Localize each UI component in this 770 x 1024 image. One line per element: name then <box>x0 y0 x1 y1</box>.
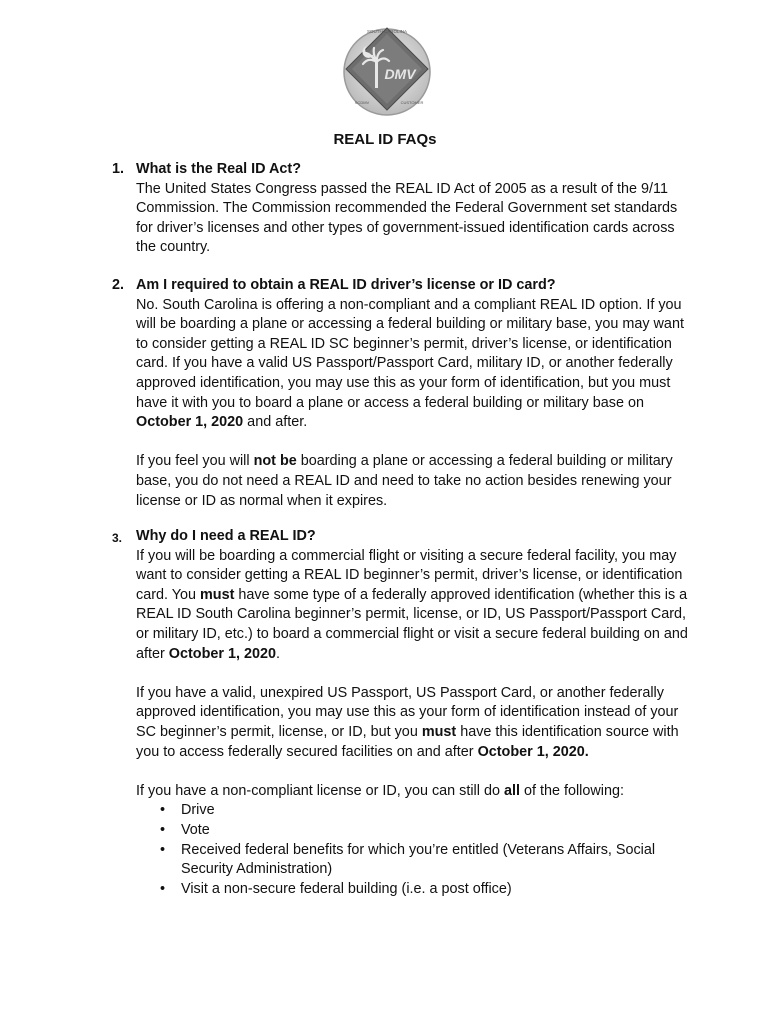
answer-text: If you have a valid, unexpired US Passport, US Passport Card, or another federally approved identification, you may use this as your form of identification instead of your SC beginner’s permit, license, or ID, but you <box>136 684 679 740</box>
logo-dmv-text: DMV <box>384 66 416 82</box>
list-item: • Vote <box>156 821 692 841</box>
faq-question: Why do I need a REAL ID? <box>136 528 316 544</box>
emphasis-text: must <box>421 723 457 740</box>
answer-text: If you feel you will <box>136 453 254 470</box>
logo-left-text: SCDMV <box>354 100 370 105</box>
logo-top-text: SOUTH CAROLINA <box>366 29 408 34</box>
answer-text: have this identification source with you to access federally secured facilities on and after <box>136 723 679 760</box>
faq-number: 2. <box>112 277 125 293</box>
faq-item-2 <box>112 276 692 511</box>
faq-item-1 <box>112 160 692 258</box>
answer-text: . <box>275 645 280 662</box>
scdmv-emblem-icon <box>340 22 434 116</box>
answer-text: If you have a non-compliant license or ID, you can still do <box>136 782 504 799</box>
deadline-date: October 1, 2020 <box>136 414 244 431</box>
list-item: • Drive <box>156 801 692 821</box>
answer-text: have some type of a federally approved identification (whether this is a REAL ID South Carolina beginner’s permit, license, or ID, US Passport/Passport Card, or military ID, etc.) to board a commercial flight or visit a secure federal building on and after <box>136 586 688 662</box>
faq-question: Am I required to obtain a REAL ID driver’s license or ID card? <box>136 277 556 293</box>
allowed-actions-list <box>156 801 692 899</box>
answer-text: If you will be boarding a commercial flight or visiting a secure federal facility, you may want to consider getting a REAL ID beginner’s permit, driver’s license, or identification card. You <box>136 547 683 603</box>
answer-text: of the following: <box>519 782 624 799</box>
faq-answer-paragraph <box>136 296 692 433</box>
faq-answer-paragraph <box>136 452 692 511</box>
emphasis-text: not be <box>253 453 297 470</box>
page-title: REAL ID FAQs <box>333 131 437 148</box>
faq-number: 3. <box>112 531 123 545</box>
list-item: • Received federal benefits for which you’re entitled (Veterans Affairs, Social Security Administration) <box>156 841 692 880</box>
faq-answer: The United States Congress passed the REAL ID Act of 2005 as a result of the 9/11 Commission. The Commission recommended the Federal Government set standards for driver’s licenses and other types of government-issued identification cards across the country. <box>136 180 678 256</box>
faq-item-3 <box>112 527 692 899</box>
faq-answer-paragraph <box>136 547 692 665</box>
answer-text: boarding a plane or accessing a federal building or military base, you do not need a REAL ID and need to take no action besides renewing your license or ID as normal when it expires. <box>136 453 673 509</box>
emphasis-text: must <box>200 586 235 603</box>
faq-number: 1. <box>112 161 125 177</box>
faq-answer-paragraph <box>136 684 692 762</box>
faq-question: What is the Real ID Act? <box>136 161 301 177</box>
scdmv-logo <box>340 22 434 116</box>
answer-text: and after. <box>243 414 308 431</box>
answer-text: No. South Carolina is offering a non-compliant and a compliant REAL ID option. If you will be boarding a plane or accessing a federal building or military base, you may want to consider getting a REAL ID SC beginner’s permit, driver’s license, or identification card. If you have a valid US Passport/Passport Card, military ID, or another federally approved identification, you may use this as your form of identification, but you must have it with you to board a plane or access a federal building or military base on <box>136 296 684 411</box>
faq-answer-paragraph <box>136 782 692 802</box>
deadline-date: October 1, 2020 <box>168 645 276 662</box>
logo-right-text: CUSTOMER <box>400 100 424 105</box>
emphasis-text: all <box>503 782 520 799</box>
list-item: • Visit a non-secure federal building (i.e. a post office) <box>156 880 692 900</box>
deadline-date: October 1, 2020. <box>477 743 589 760</box>
